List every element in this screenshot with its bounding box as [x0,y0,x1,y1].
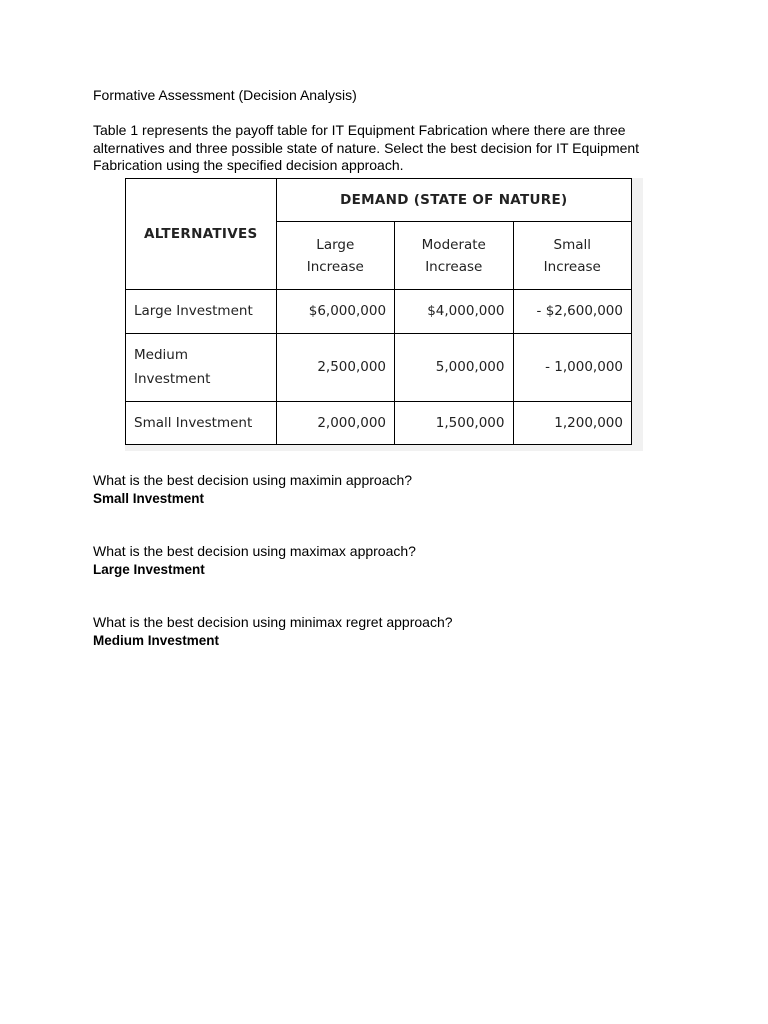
state-header-line2: Increase [543,258,601,275]
question-text: What is the best decision using minimax regret approach? [93,614,453,630]
question-block-maximax [93,543,416,578]
table-row [126,289,632,333]
row-label [126,334,277,402]
intro-paragraph: Table 1 represents the payoff table for IT Equipment Fabrication where there are three alternatives and three possible state of nature. Select the best decision for IT Equipment Fabrication using the specified decision approach. [93,122,640,173]
payoff-cell: $6,000,000 [276,289,394,333]
payoff-table-image [125,178,643,451]
question-block-maximin [93,472,412,507]
answer-text: Large Investment [93,561,205,577]
table-row [126,401,632,444]
row-label-line1: Medium [134,347,188,364]
state-header-line1: Small [553,236,591,253]
state-header-large [276,222,394,290]
payoff-cell: 1,200,000 [513,401,632,444]
state-header-line2: Increase [425,258,483,275]
table-row [126,334,632,402]
payoff-cell: 5,000,000 [395,334,513,402]
row-label: Large Investment [126,289,277,333]
demand-header: DEMAND (STATE OF NATURE) [276,179,631,222]
state-header-moderate [395,222,513,290]
page-title: Formative Assessment (Decision Analysis) [93,87,357,103]
payoff-cell: 1,500,000 [395,401,513,444]
state-header-small [513,222,632,290]
answer-text: Medium Investment [93,632,220,648]
row-label-line2: Investment [134,371,211,388]
question-block-minimax-regret [93,614,453,649]
answer-text: Small Investment [93,490,205,506]
payoff-cell: 2,000,000 [276,401,394,444]
payoff-cell: - $2,600,000 [513,289,632,333]
state-header-line1: Large [316,236,355,253]
alternatives-header: ALTERNATIVES [126,179,277,290]
state-header-line1: Moderate [421,236,486,253]
state-header-line2: Increase [306,258,364,275]
payoff-table [125,178,632,445]
row-label: Small Investment [126,401,277,444]
payoff-cell: - 1,000,000 [513,334,632,402]
question-text: What is the best decision using maximax approach? [93,543,416,559]
payoff-cell: 2,500,000 [276,334,394,402]
payoff-cell: $4,000,000 [395,289,513,333]
question-text: What is the best decision using maximin approach? [93,472,413,488]
